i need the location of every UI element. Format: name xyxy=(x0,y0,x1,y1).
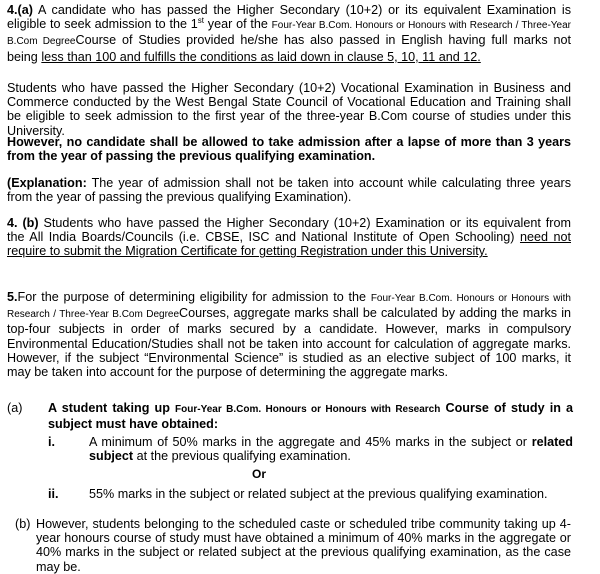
paragraph-lapse: However, no candidate shall be allowed to take admission after a lapse of more than 3 years from the year of passing the previous qualifying examination. xyxy=(7,135,571,164)
sub-item-i-text-1: A minimum of 50% marks in the aggregate and 45% marks in the subject or xyxy=(89,435,532,449)
item-b-text: However, students belonging to the scheduled caste or scheduled tribe community taking up 4-year honours course of study must have obtained a minimum of 40% marks in the aggregate or 40% marks in the subject or related subject at the previous qualifying examination, as the case may be. xyxy=(36,517,571,574)
section-4a-text-1: A candidate who has passed the Higher Secondary (10+2) or its equivalent Examination is eligible to seek admission to the 1 xyxy=(7,3,571,32)
sub-item-i-bold: related subject xyxy=(89,435,573,464)
section-5-text-1: For the purpose of determining eligibility for admission to the xyxy=(17,290,371,304)
section-4a-text-3: Course of Studies provided he/she has also passed in English having full marks not being xyxy=(7,33,571,64)
section-4a-course: Four-Year B.Com. Honours or Honours with Research / Three-Year B.Com Degree xyxy=(7,20,571,48)
section-4a-number: 4.(a) xyxy=(7,3,33,17)
explanation xyxy=(7,176,571,204)
section-4a-underlined: less than 100 and fulfills the conditions as laid down in clause 5, 10, 11 and 12. xyxy=(41,49,481,64)
section-5 xyxy=(7,290,571,379)
item-a-head-1: A student taking up xyxy=(48,401,176,415)
item-a-heading xyxy=(48,401,573,431)
section-5-number: 5. xyxy=(7,290,18,304)
sub-item-ii-number: ii. xyxy=(48,487,59,501)
sub-item-i-number: i. xyxy=(48,435,55,449)
item-a-head-course: Four-Year B.Com. Honours or Honours with Research xyxy=(175,404,441,415)
explanation-text: The year of admission shall not be taken into account while calculating three years from the year of passing the previous qualifying Examination). xyxy=(7,176,571,205)
section-4a-text-2: year of the xyxy=(204,17,272,32)
or-separator: Or xyxy=(252,467,267,481)
section-4a-sup: st xyxy=(197,16,204,26)
item-b-label: (b) xyxy=(15,517,31,531)
section-4b xyxy=(7,216,571,259)
explanation-label: (Explanation: xyxy=(7,176,87,190)
section-4b-number: 4. (b) xyxy=(7,216,39,230)
section-5-course: Four-Year B.Com. Honours or Honours with Research / Three-Year B.Com Degree xyxy=(7,293,571,321)
section-5-text-2: Courses, aggregate marks shall be calculated by adding the marks in top-four subjects in order of marks secured by a candidate. However, marks in compulsory Environmental Education/Studies shall not be taken into account for calculation of aggregate marks. However, if the subject “Environmental Science” is studied as an elective subject of 100 marks, it may be taken into account for the purpose of determining the aggregate marks. xyxy=(7,306,571,380)
paragraph-vocational: Students who have passed the Higher Secondary (10+2) Vocational Examination in Business and Commerce conducted by the West Bengal State Council of Vocational Education and Training shall be eligible to seek admission to the first year of the three-year B.Com course of studies under this University. xyxy=(7,81,571,138)
sub-item-i-text xyxy=(89,435,573,463)
item-a-label: (a) xyxy=(7,401,23,415)
section-4b-text: Students who have passed the Higher Secondary (10+2) Examination or its equivalent from the All India Boards/Councils (i.e. CBSE, ISC and National Institute of Open Schooling) xyxy=(7,216,571,245)
section-4b-underlined: need not require to submit the Migration Certificate for getting Registration under this University. xyxy=(7,230,571,259)
sub-item-ii-text: 55% marks in the subject or related subject at the previous qualifying examination. xyxy=(89,487,548,501)
sub-item-i-text-2: at the previous qualifying examination. xyxy=(133,449,351,464)
section-4a xyxy=(7,3,571,64)
item-a-head-2: Course of study in a subject must have obtained: xyxy=(48,401,574,432)
